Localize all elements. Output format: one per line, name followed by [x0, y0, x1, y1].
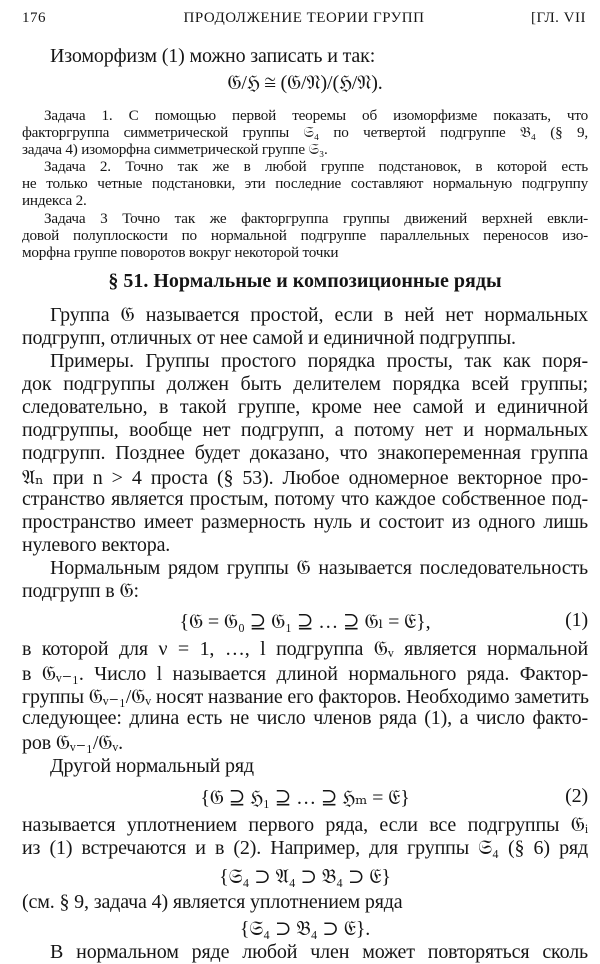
equation-3: {𝔖₄ ⊃ 𝔄₄ ⊃ 𝔅₄ ⊃ 𝔈}	[219, 866, 391, 888]
paragraph-line: Нормальным рядом группы 𝔊 называется последовательность	[50, 557, 588, 579]
paragraph-line: подгрупп, отличных от нее самой и единичной подгруппы.	[22, 327, 516, 349]
paragraph-line: странство является простым, потому что каждое собственное под-	[22, 488, 588, 510]
paragraph-line: Группа 𝔊 называется простой, если в ней нет нормальных	[50, 304, 588, 326]
paragraph-line: из (1) встречаются и в (2). Например, для группы 𝔖₄ (§ 6) ряд	[22, 837, 588, 859]
paragraph-line: следующее: длина есть не число членов ряда (1), а число факто-	[22, 707, 588, 729]
equation-1-body: {𝔊 = 𝔊₀ ⊇ 𝔊₁ ⊇ … ⊇ 𝔊ₗ = 𝔈},	[179, 611, 431, 633]
paragraph-line: Примеры. Группы простого порядка просты, так как поря-	[50, 350, 588, 372]
section-heading: § 51. Нормальные и композиционные ряды	[108, 270, 502, 292]
equation-2	[22, 785, 588, 810]
equation-2-number: (2)	[565, 785, 588, 807]
running-title: ПРОДОЛЖЕНИЕ ТЕОРИИ ГРУПП	[183, 10, 425, 26]
problem-1-line: Задача 1. С помощью первой теоремы об изоморфизме показать, что	[44, 107, 588, 124]
paragraph-line: 𝔄ₙ при n > 4 проста (§ 53). Любое одномерное векторное про-	[22, 467, 588, 489]
paragraph-line: док подгруппы должен быть делителем порядка всей группы;	[22, 373, 588, 395]
paragraph-line: подгрупп. Позднее будет доказано, что знакопеременная группа	[22, 442, 588, 464]
page-number: 176	[22, 10, 46, 26]
paragraph-line: нулевого вектора.	[22, 534, 171, 556]
intro-text: Изоморфизм (1) можно записать и так:	[50, 45, 376, 67]
problem-3-line: морфна группе поворотов вокруг некоторой точки	[22, 244, 339, 261]
paragraph-line: подгрупп в 𝔊:	[22, 580, 139, 602]
problem-3-line: Задача 3 Точно так же факторгруппа группы движений верхней евкли-	[44, 210, 588, 227]
page-header	[22, 10, 586, 32]
paragraph-line: называется уплотнением первого ряда, если все подгруппы 𝔊ᵢ	[22, 814, 588, 836]
isomorphism-formula: 𝔊/ℌ ≅ (𝔊/𝔑)/(ℌ/𝔑).	[227, 72, 383, 94]
paragraph-line: пространство имеет размерность нуль и состоит из одного лишь	[22, 511, 588, 533]
chapter-label: [ГЛ. VII	[530, 10, 586, 26]
paragraph-line: В нормальном ряде любой член может повторяться сколь	[50, 941, 588, 963]
paragraph-line: группы 𝔊ᵥ₋₁/𝔊ᵥ носят название его факторов. Необходимо заметить	[22, 686, 589, 708]
paragraph-line: (см. § 9, задача 4) является уплотнением ряда	[22, 891, 403, 913]
equation-2-body: {𝔊 ⊇ ℌ₁ ⊇ … ⊇ ℌₘ = 𝔈}	[200, 787, 410, 809]
equation-1-number: (1)	[565, 609, 588, 631]
paragraph-line: в которой для ν = 1, …, l подгруппа 𝔊ᵥ является нормальной	[22, 638, 588, 660]
problem-3-line: довой полуплоскости по нормальной подгруппе параллельных переносов изо-	[22, 227, 588, 244]
problem-1-line: факторгруппа симметрической группы 𝔖₄ по четвертой подгруппе 𝔅₄ (§ 9,	[22, 124, 588, 141]
equation-4: {𝔖₄ ⊃ 𝔅₄ ⊃ 𝔈}.	[239, 918, 371, 940]
problem-1-line: задача 4) изоморфна симметрической группе 𝔖₃.	[22, 141, 328, 158]
paragraph-line: в 𝔊ᵥ₋₁. Число l называется длиной нормального ряда. Фактор-	[22, 663, 588, 685]
problem-2-line: индекса 2.	[22, 192, 87, 209]
problem-2-line: не только четные подстановки, эти последние составляют нормальную подгруппу	[22, 175, 588, 192]
paragraph-line: Другой нормальный ряд	[50, 755, 254, 777]
paragraph-line: следовательно, в такой группе, кроме нее самой и единичной	[22, 396, 588, 418]
paragraph-line: ров 𝔊ᵥ₋₁/𝔊ᵥ.	[22, 732, 123, 754]
equation-1	[22, 609, 588, 634]
paragraph-line: подгруппы, вообще нет подгрупп, а потому нет и нормальных	[22, 419, 588, 441]
problem-2-line: Задача 2. Точно так же в любой группе подстановок, в которой есть	[44, 158, 588, 175]
